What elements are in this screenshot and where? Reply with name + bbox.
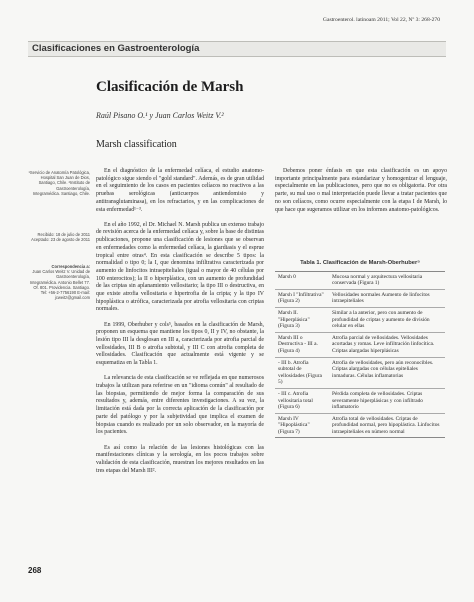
- table-row: [275, 332, 445, 357]
- right-column: [275, 168, 447, 222]
- table-row: [275, 307, 445, 332]
- paragraph: Es así como la relación de las lesiones histológicas con las manifestaciones clínicas y la serología, en los pocos trabajos sobre validación de esta clasificación, muestran los mejores resultados en las tres etapas del Marsh III².: [96, 444, 264, 474]
- stage-cell: Marsh III o Destructiva - III a. (Figura 4): [275, 332, 329, 357]
- dates-block: [28, 232, 90, 242]
- article-authors: Raúl Pisano O.¹ y Juan Carlos Weitz V.²: [96, 111, 224, 120]
- stage-cell: - III b. Atrofia subtotal de vellosidades (Figura 5): [275, 357, 329, 388]
- paragraph: Debemos poner énfasis en que esta clasificación es un apoyo importante principalmente para estandarizar y homogenizar el lenguaje, especialmente en las publicaciones, pero que no es obligatoria. Por otra parte, su mal uso o mal interpretación puede llevar a tratar pacientes que no son celíacos, como ocurre especialmente con la etapa I de Marsh, lo que hace que sugeramos utilizar en los informes anatomo-patológicos.: [275, 168, 447, 213]
- description-cell: Vellosidades normales Aumento de linfocitos intraepiteliales: [329, 289, 445, 307]
- description-cell: Mucosa normal y arquitectura vellositaria conservada (Figura 1): [332, 273, 423, 287]
- section-label: Clasificaciones en Gastroenterología: [32, 43, 200, 54]
- stage-cell: Marsh 0: [278, 273, 296, 280]
- article-title: Clasificación de Marsh: [96, 79, 244, 95]
- paragraph: En el año 1992, el Dr. Michael N. Marsh publica un extenso trabajo de revisión acerca de la enfermedad celíaca y, sobre la base de distintas publicaciones, propone una clasificación de lesiones que se observan en enfermedades como la enfermedad celíaca, la giardiasis y el esprue tropical entre otras⁴. En esta clasificación se describe 5 tipos: la normalidad o tipo 0; la I, que denomina infiltrativa caracterizada por aumento de linfocitos intraepiteliales (igual o mayor de 40 células por 100 enterocitos); la II o hiperplástica, con un aumento de profundidad de las criptas sin aplanamiento vellositario; la tipo III o destructiva, en que existe atrofia vellositaria e hipertrofia de la cripta; y la tipo IV hipoplástica o atrófica, caracterizada por atrofia vellositaria con criptas normales.: [96, 221, 264, 313]
- table-row: [275, 271, 445, 289]
- affiliations-text: ¹Servicio de Anatomía Patológica, Hospital San Juan de Dios, Santiago, Chile. ²Instituto de Gastroenterología, Integramédica. Santiago, Chile.: [28, 170, 90, 196]
- journal-reference: Gastroenterol. latinoam 2011; Vol 22, Nº 3: 268-270: [322, 17, 440, 23]
- paragraph: En el diagnóstico de la enfermedad celíaca, el estudio anatomo-patológico sigue siendo el "gold standard". Además, es de gran utilidad en el seguimiento de los casos en pacientes celíacos no reactivos a las pruebas serológicas (anticuerpos antiendomisio y antitransglutaminasa), en los refractarios, y en las complicaciones de esta enfermedad¹⁻³.: [96, 168, 264, 213]
- correspondence-block: [28, 264, 90, 300]
- correspondence-text: Juan Carlos Weitz V. Unidad de Gastroenterología, Integramédica. Antonio Bellet 77. Of. 801. Providencia. Santiago. Tel: +56-2-7756190 E-mail: jcweitz@gmail.com: [29, 269, 90, 301]
- paragraph: En 1999, Oberhuber y cols⁵, basados en la clasificación de Marsh, proponen un esquema que mantiene los tipos 0, II y IV, no obstante, la lesión tipo III la desglosan en III a, caracterizada por atrofia parcial de vellosidades, III B o atrofia subtotal, y III C con atrofia completa de vellosidades. Clasificación que actualmente está vigente y se esquematiza en la Tabla 1.: [96, 321, 264, 367]
- stage-cell: Marsh IV "Hipoplástica" (Figura 7): [275, 413, 329, 438]
- accepted-date: Aceptado: 23 de agosto de 2011: [31, 237, 90, 243]
- classification-table: [275, 271, 445, 439]
- correspondence-label: Correspondencia a:: [51, 264, 90, 269]
- table-row: [275, 413, 445, 438]
- stage-cell: Marsh I "Infiltrativa" (Figura 2): [275, 289, 329, 307]
- table-row: [275, 388, 445, 413]
- table-title: Tabla 1. Clasificación de Marsh-Oberhuber⁵: [300, 260, 420, 266]
- page-number: 268: [28, 566, 42, 575]
- article-subtitle: Marsh classification: [96, 139, 177, 150]
- description-cell: Atrofia total de vellosidades. Criptas de profundidad normal, pero hipoplástica. Linfocitos intraepiteliales en número normal: [329, 413, 445, 438]
- description-cell: Similar a la anterior, pero con aumento de profundidad de criptas y aumento de división celular en ellas: [329, 307, 445, 332]
- description-cell: Atrofia parcial de vellosidades. Vellosidades acortadas y romas. Leve infiltración linfocítica. Criptas alargadas hiperplásicas: [329, 332, 445, 357]
- table-row: [275, 357, 445, 388]
- description-cell: Pérdida completa de vellosidades. Criptas severamente hiperplásicas y con infiltrado inflamatorio: [329, 388, 445, 413]
- received-date: Recibido: 18 de julio de 2011: [37, 232, 90, 237]
- affiliations: [28, 170, 90, 196]
- stage-cell: - III c. Atrofia vellositaria total (Figura 6): [275, 388, 329, 413]
- main-column: [96, 168, 264, 483]
- paragraph: La relevancia de esta clasificación se ve reflejada en que numerosos trabajos la utilizan para referirse en un "idioma común" al resultado de las biopsias, permitiendo de mejor forma la comparación de sus resultados y, además, entre diferentes investigaciones. A su vez, la limitación está dada por la correcta aplicación de la clasificación por parte del patólogo y por la subjetividad que implica el examen de biopsias cuando es realizado por un solo observador, en la mayoría de los pacientes.: [96, 375, 264, 436]
- table-row: [275, 289, 445, 307]
- description-cell: Atrofia de vellosidades, pero aún reconocibles. Criptas alargadas con células epiteliales inmaduras. Células inflamatorias: [329, 357, 445, 388]
- section-banner: [28, 41, 446, 57]
- marsh-table: [275, 260, 445, 438]
- stage-cell: Marsh II. "Hiperplásica" (Figura 3): [275, 307, 329, 332]
